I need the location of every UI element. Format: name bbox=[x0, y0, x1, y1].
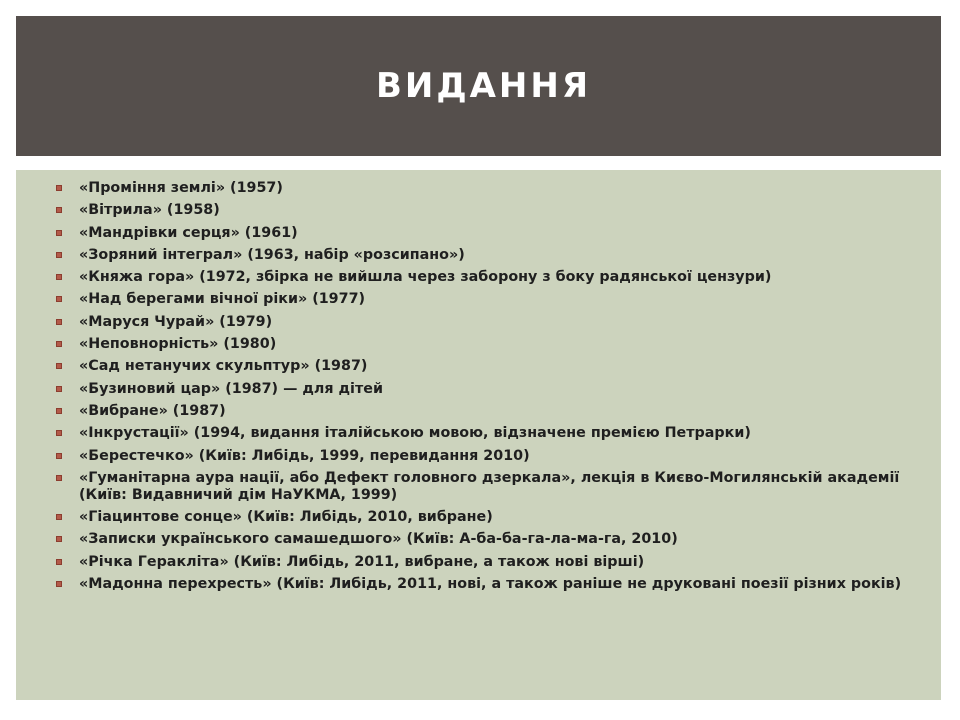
square-bullet-icon bbox=[56, 408, 62, 414]
square-bullet-icon bbox=[56, 207, 62, 213]
slide-title: ВИДАННЯ bbox=[375, 66, 592, 106]
list-item bbox=[56, 314, 916, 331]
list-item-text: «Проміння землі» (1957) bbox=[79, 180, 283, 196]
list-item-text: «Бузиновий цар» (1987) — для дітей bbox=[79, 380, 383, 397]
list-item-text: «Берестечко» (Київ: Либідь, 1999, перевидання 2010) bbox=[79, 447, 530, 464]
list-item-text: «Гіацинтове сонце» (Київ: Либідь, 2010, вибране) bbox=[79, 509, 493, 526]
square-bullet-icon bbox=[56, 453, 62, 459]
list-item bbox=[56, 403, 916, 420]
square-bullet-icon bbox=[56, 430, 62, 436]
list-item-text: «Вибране» (1987) bbox=[79, 402, 226, 419]
square-bullet-icon bbox=[56, 230, 62, 236]
list-item-text: «Княжа гора» (1972, збірка не вийшла через заборону з боку радянської цензури) bbox=[79, 269, 772, 286]
square-bullet-icon bbox=[56, 475, 62, 481]
list-item bbox=[56, 180, 916, 197]
list-item-text: «Зоряний інтеграл» (1963, набір «розсипано») bbox=[79, 246, 465, 263]
list-item-text: «Сад нетанучих скульптур» (1987) bbox=[79, 358, 368, 375]
title-bar bbox=[16, 16, 941, 156]
square-bullet-icon bbox=[56, 341, 62, 347]
list-item bbox=[56, 269, 916, 286]
list-item bbox=[56, 291, 916, 308]
list-item-text: «Вітрила» (1958) bbox=[79, 202, 220, 219]
list-item bbox=[56, 225, 916, 242]
list-item-text: «Мадонна перехресть» (Київ: Либідь, 2011, нові, а також раніше не друковані поезії різних років) bbox=[79, 576, 902, 593]
list-item bbox=[56, 531, 916, 548]
list-item-text: «Гуманітарна аура нації, або Дефект головного дзеркала», лекція в Києво-Могилянській академії (Київ: Видавничий дім НаУКМА, 1999) bbox=[79, 469, 900, 503]
square-bullet-icon bbox=[56, 559, 62, 565]
list-item bbox=[56, 336, 916, 353]
list-item bbox=[56, 448, 916, 465]
list-item bbox=[56, 202, 916, 219]
square-bullet-icon bbox=[56, 274, 62, 280]
square-bullet-icon bbox=[56, 536, 62, 542]
list-item bbox=[56, 247, 916, 264]
square-bullet-icon bbox=[56, 581, 62, 587]
square-bullet-icon bbox=[56, 185, 62, 191]
list-item bbox=[56, 509, 916, 526]
list-item-text: «Маруся Чурай» (1979) bbox=[79, 313, 273, 330]
list-item bbox=[56, 425, 916, 442]
square-bullet-icon bbox=[56, 252, 62, 258]
list-item bbox=[56, 576, 916, 593]
square-bullet-icon bbox=[56, 386, 62, 392]
square-bullet-icon bbox=[56, 514, 62, 520]
square-bullet-icon bbox=[56, 319, 62, 325]
list-item-text: «Мандрівки серця» (1961) bbox=[79, 224, 298, 241]
list-item-text: «Записки українського самашедшого» (Київ: А-ба-ба-га-ла-ма-га, 2010) bbox=[79, 531, 678, 548]
list-item-text: «Інкрустації» (1994, видання італійською мовою, відзначене премією Петрарки) bbox=[79, 425, 751, 442]
list-item-text: «Над берегами вічної ріки» (1977) bbox=[79, 291, 366, 308]
list-item bbox=[56, 381, 916, 398]
list-item-text: «Неповнорність» (1980) bbox=[79, 336, 277, 353]
list-item bbox=[56, 554, 916, 571]
square-bullet-icon bbox=[56, 296, 62, 302]
list-item bbox=[56, 470, 916, 504]
publications-list bbox=[56, 180, 916, 598]
content-panel bbox=[16, 170, 941, 700]
list-item-text: «Річка Геракліта» (Київ: Либідь, 2011, вибране, а також нові вірші) bbox=[79, 553, 645, 570]
square-bullet-icon bbox=[56, 363, 62, 369]
list-item bbox=[56, 358, 916, 375]
